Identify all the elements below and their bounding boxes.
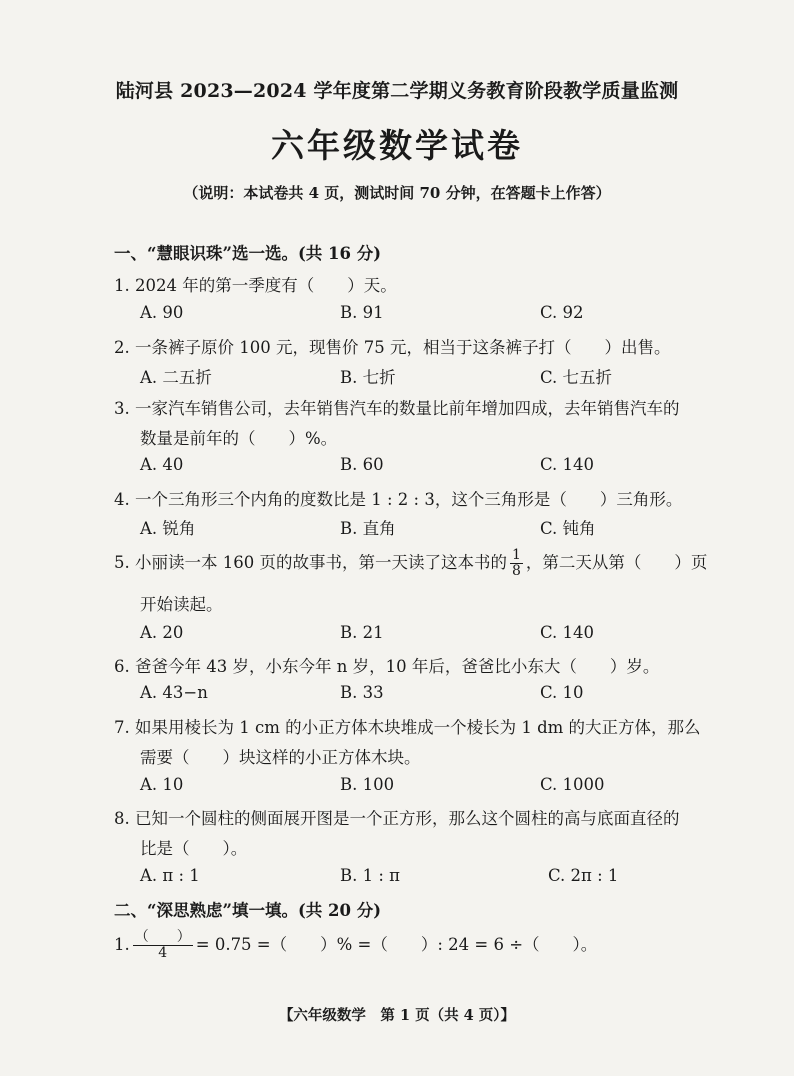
q8-text-line1: 8. 已知一个圆柱的侧面展开图是一个正方形，那么这个圆柱的高与底面直径的 (114, 809, 680, 828)
page-title: 六年级数学试卷 (271, 126, 523, 165)
q5-fraction (510, 548, 523, 579)
q6-option-a: A. 43−n (140, 683, 208, 702)
exam-instructions: （说明：本试卷共 4 页，测试时间 70 分钟，在答题卡上作答） (183, 184, 611, 202)
q8-text-line2: 比是（ ）。 (140, 839, 248, 858)
q1-option-a: A. 90 (140, 303, 184, 322)
q5-option-a: A. 20 (140, 623, 184, 642)
q5-fraction-denominator: 8 (511, 563, 521, 579)
q7-text-line1: 7. 如果用棱长为 1 cm 的小正方体木块堆成一个棱长为 1 dm 的大正方体，那么 (114, 718, 701, 737)
q1-option-b: B. 91 (340, 303, 384, 322)
q6-text: 6. 爸爸今年 43 岁，小东今年 n 岁，10 年后，爸爸比小东大（ ）岁。 (114, 657, 660, 676)
page-footer: 【六年级数学 第 1 页（共 4 页）】 (278, 1007, 516, 1024)
q7-text-line2: 需要（ ）块这样的小正方体木块。 (140, 748, 421, 767)
q2-option-a: A. 二五折 (140, 368, 212, 387)
q2-option-b: B. 七折 (340, 368, 396, 387)
q7-option-c: C. 1000 (540, 775, 605, 794)
s2-q1-label: 1. (114, 935, 130, 954)
q4-text: 4. 一个三角形三个内角的度数比是 1 : 2 : 3，这个三角形是（ ）三角形。 (114, 490, 683, 509)
section1-heading: 一、“慧眼识珠”选一选。(共 16 分) (114, 244, 382, 263)
q3-text-line1: 3. 一家汽车销售公司，去年销售汽车的数量比前年增加四成，去年销售汽车的 (114, 399, 680, 418)
q8-option-c: C. 2π : 1 (548, 866, 619, 885)
q6-option-c: C. 10 (540, 683, 584, 702)
s2-q1-line (114, 930, 597, 961)
q3-text-line2: 数量是前年的（ ）%。 (140, 429, 338, 448)
s2-q1-text-after: = 0.75 =（ ）% =（ ）: 24 = 6 ÷（ ）。 (195, 935, 598, 954)
q1-text: 1. 2024 年的第一季度有（ ）天。 (114, 276, 397, 295)
q2-option-c: C. 七五折 (540, 368, 613, 387)
q4-option-b: B. 直角 (340, 519, 396, 538)
exam-header-line: 陆河县 2023—2024 学年度第二学期义务教育阶段教学质量监测 (115, 80, 679, 102)
q5-option-b: B. 21 (340, 623, 384, 642)
q7-option-a: A. 10 (140, 775, 184, 794)
q1-option-c: C. 92 (540, 303, 584, 322)
q4-option-a: A. 锐角 (140, 519, 196, 538)
q2-text: 2. 一条裤子原价 100 元，现售价 75 元，相当于这条裤子打（ ）出售。 (114, 338, 671, 357)
section2-heading: 二、“深思熟虑”填一填。(共 20 分) (114, 901, 382, 920)
s2-q1-fraction-numerator: （ ） (134, 929, 191, 945)
q3-option-a: A. 40 (140, 455, 184, 474)
s2-q1-fraction-denominator: 4 (158, 945, 168, 961)
q8-option-b: B. 1 : π (340, 866, 401, 885)
q8-option-a: A. π : 1 (140, 866, 200, 885)
q5-text-line1 (114, 548, 707, 579)
q5-option-c: C. 140 (540, 623, 595, 642)
q5-text-before: 5. 小丽读一本 160 页的故事书，第一天读了这本书的 (114, 553, 507, 572)
q3-option-c: C. 140 (540, 455, 595, 474)
q5-text-line2: 开始读起。 (140, 595, 223, 614)
q7-option-b: B. 100 (340, 775, 395, 794)
s2-q1-fraction (133, 930, 193, 961)
q3-option-b: B. 60 (340, 455, 384, 474)
q4-option-c: C. 钝角 (540, 519, 596, 538)
q5-text-after: ，第二天从第（ ）页 (525, 553, 708, 572)
q5-fraction-numerator: 1 (511, 547, 521, 563)
q6-option-b: B. 33 (340, 683, 384, 702)
